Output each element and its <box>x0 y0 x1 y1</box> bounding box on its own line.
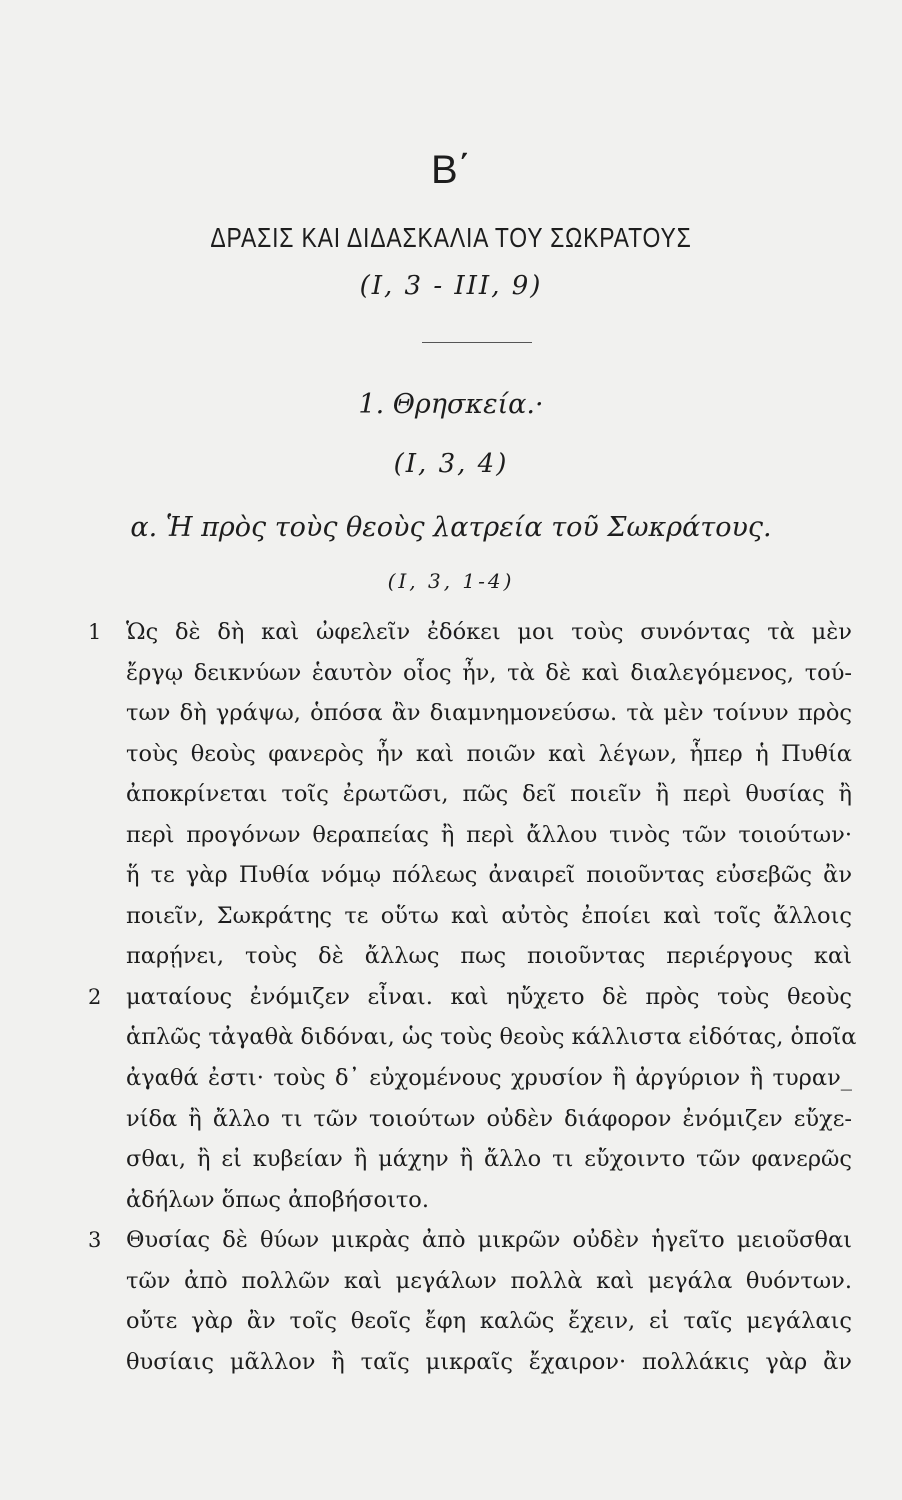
text-line: ἀγαθά ἐστι· τοὺς δ᾽ εὐχομένους χρυσίον ἢ ἀργύριον ἢ τυραν_ <box>126 1065 852 1092</box>
text-line: ἁπλῶς τἀγαθὰ διδόναι, ὡς τοὺς θεοὺς κάλλιστα εἰδότας, ὁποῖα <box>126 1024 857 1051</box>
text-line: θυσίαις μᾶλλον ἢ ταῖς μικραῖς ἔχαιρον· πολλάκις γὰρ ἂν <box>126 1348 852 1375</box>
text-line: ἀποκρίνεται τοῖς ἐρωτῶσι, πῶς δεῖ ποιεῖν ἢ περὶ θυσίας ἢ <box>126 781 852 808</box>
section-letter: Β΄ <box>431 148 471 192</box>
text-line: περὶ προγόνων θεραπείας ἢ περὶ ἄλλου τινὸς τῶν τοιούτων· <box>126 821 852 848</box>
paragraph-number: 3 <box>88 1228 102 1252</box>
divider-rule <box>422 342 532 343</box>
text-line: τῶν ἀπὸ πολλῶν καὶ μεγάλων πολλὰ καὶ μεγάλα θυόντων. <box>126 1267 852 1294</box>
section-title: 1. Θρησκεία.· <box>358 389 544 420</box>
text-line: ἥ τε γὰρ Πυθία νόμῳ πόλεως ἀναιρεῖ ποιοῦντας εὐσεβῶς ἂν <box>126 862 852 889</box>
subsection-title: α. Ἡ πρὸς τοὺς θεοὺς λατρεία τοῦ Σωκράτους. <box>130 512 772 543</box>
paragraph-number: 2 <box>88 985 102 1009</box>
text-line: των δὴ γράψω, ὁπόσα ἂν διαμνημονεύσω. τὰ μὲν τοίνυν πρὸς <box>126 700 852 727</box>
chapter-title: ΔΡΑΣΙΣ ΚΑΙ ΔΙΔΑΣΚΑΛΙΑ ΤΟΥ ΣΩΚΡΑΤΟΥΣ <box>210 222 692 253</box>
text-line: νίδα ἢ ἄλλο τι τῶν τοιούτων οὐδὲν διάφορον ἐνόμιζεν εὔχε- <box>126 1105 852 1132</box>
text-line: ἀδήλων ὅπως ἀποβήσοιτο. <box>126 1186 429 1213</box>
paragraph-number: 1 <box>88 620 102 644</box>
text-line: ἔργῳ δεικνύων ἑαυτὸν οἷος ἦν, τὰ δὲ καὶ διαλεγόμενος, τού- <box>126 659 852 686</box>
text-line: Ὡς δὲ δὴ καὶ ὠφελεῖν ἐδόκει μοι τοὺς συνόντας τὰ μὲν <box>126 619 852 645</box>
text-line: σθαι, ἢ εἰ κυβείαν ἢ μάχην ἢ ἄλλο τι εὔχοιντο τῶν φανερῶς <box>126 1146 852 1173</box>
text-line: ποιεῖν, Σωκράτης τε οὕτω καὶ αὐτὸς ἐποίει καὶ τοῖς ἄλλοις <box>126 902 852 929</box>
text-line: Θυσίας δὲ θύων μικρὰς ἀπὸ μικρῶν οὐδὲν ἡγεῖτο μειοῦσθαι <box>126 1227 852 1254</box>
text-line: ματαίους ἐνόμιζεν εἶναι. καὶ ηὔχετο δὲ πρὸς τοὺς θεοὺς <box>126 983 852 1010</box>
chapter-reference: (Ι, 3 - ΙΙΙ, 9) <box>359 271 543 301</box>
text-line: οὔτε γὰρ ἂν τοῖς θεοῖς ἔφη καλῶς ἔχειν, εἰ ταῖς μεγάλαις <box>126 1308 852 1335</box>
text-line: τοὺς θεοὺς φανερὸς ἦν καὶ ποιῶν καὶ λέγων, ἧπερ ἡ Πυθία <box>126 740 852 767</box>
subsection-reference: (Ι, 3, 1-4) <box>387 569 515 593</box>
section-reference: (Ι, 3, 4) <box>393 449 509 479</box>
text-line: παρῄνει, τοὺς δὲ ἄλλως πως ποιοῦντας περιέργους καὶ <box>126 943 852 970</box>
body-text <box>126 612 857 1382</box>
